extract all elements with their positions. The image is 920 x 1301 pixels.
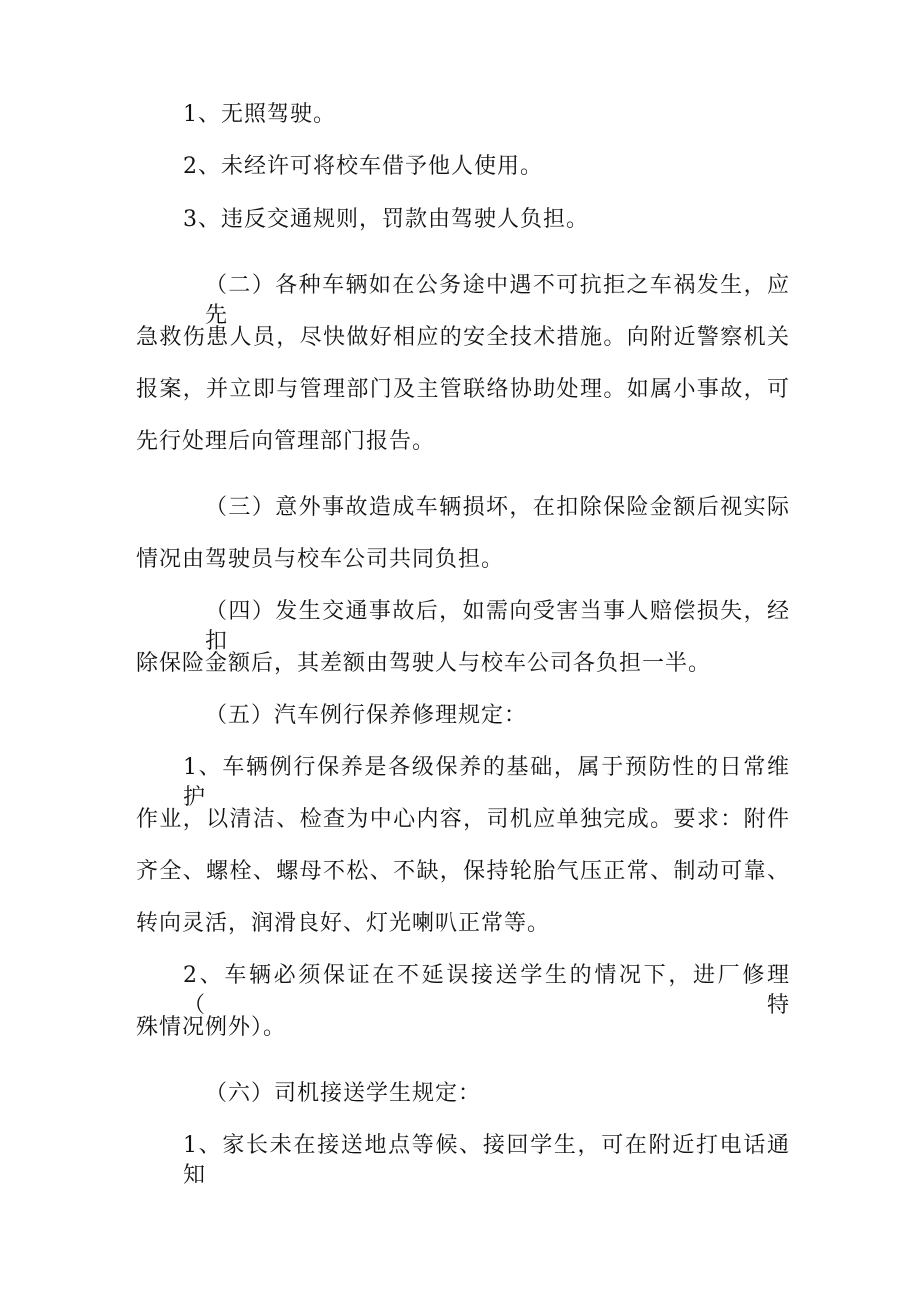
section-2-line-4: 先行处理后向管理部门报告。: [136, 429, 436, 454]
section-5-item-2-line-2: 殊情况例外）。: [136, 1015, 287, 1040]
list-item-1: 1、无照驾驶。: [183, 102, 336, 127]
list-item-2: 2、未经许可将校车借予他人使用。: [183, 154, 543, 179]
section-5-item-1-line-2: 作业，以清洁、检查为中心内容，司机应单独完成。要求：附件: [136, 807, 790, 832]
section-5-item-1-line-1: 1、车辆例行保养是各级保养的基础，属于预防性的日常维护: [183, 755, 790, 810]
list-item-3: 3、违反交通规则，罚款由驾驶人负担。: [183, 207, 589, 232]
section-6-item-1-line-1: 1、家长未在接送地点等候、接回学生，可在附近打电话通知: [183, 1133, 790, 1188]
section-3-line-1: （三）意外事故造成车辆损坏，在扣除保险金额后视实际: [205, 495, 790, 520]
section-4-line-1: （四）发生交通事故后，如需向受害当事人赔偿损失，经扣: [205, 599, 790, 654]
section-2-line-3: 报案，并立即与管理部门及主管联络协助处理。如属小事故，可: [136, 377, 790, 402]
section-2-line-2: 急救伤患人员，尽快做好相应的安全技术措施。向附近警察机关: [136, 325, 790, 350]
section-2-line-1: （二）各种车辆如在公务途中遇不可抗拒之车祸发生，应先: [205, 273, 790, 328]
section-4-line-2: 除保险金额后，其差额由驾驶人与校车公司各负担一半。: [136, 651, 712, 676]
section-5-item-1-line-3: 齐全、螺栓、螺母不松、不缺，保持轮胎气压正常、制动可靠、: [136, 859, 790, 884]
section-5-item-2-line-1: 2、车辆必须保证在不延误接送学生的情况下，进厂修理（特: [183, 963, 790, 1018]
section-5-item-1-line-4: 转向灵活，润滑良好、灯光喇叭正常等。: [136, 911, 551, 936]
section-6-heading: （六）司机接送学生规定：: [205, 1081, 482, 1106]
section-3-line-2: 情况由驾驶员与校车公司共同负担。: [136, 547, 505, 572]
section-5-heading: （五）汽车例行保养修理规定：: [205, 703, 528, 728]
